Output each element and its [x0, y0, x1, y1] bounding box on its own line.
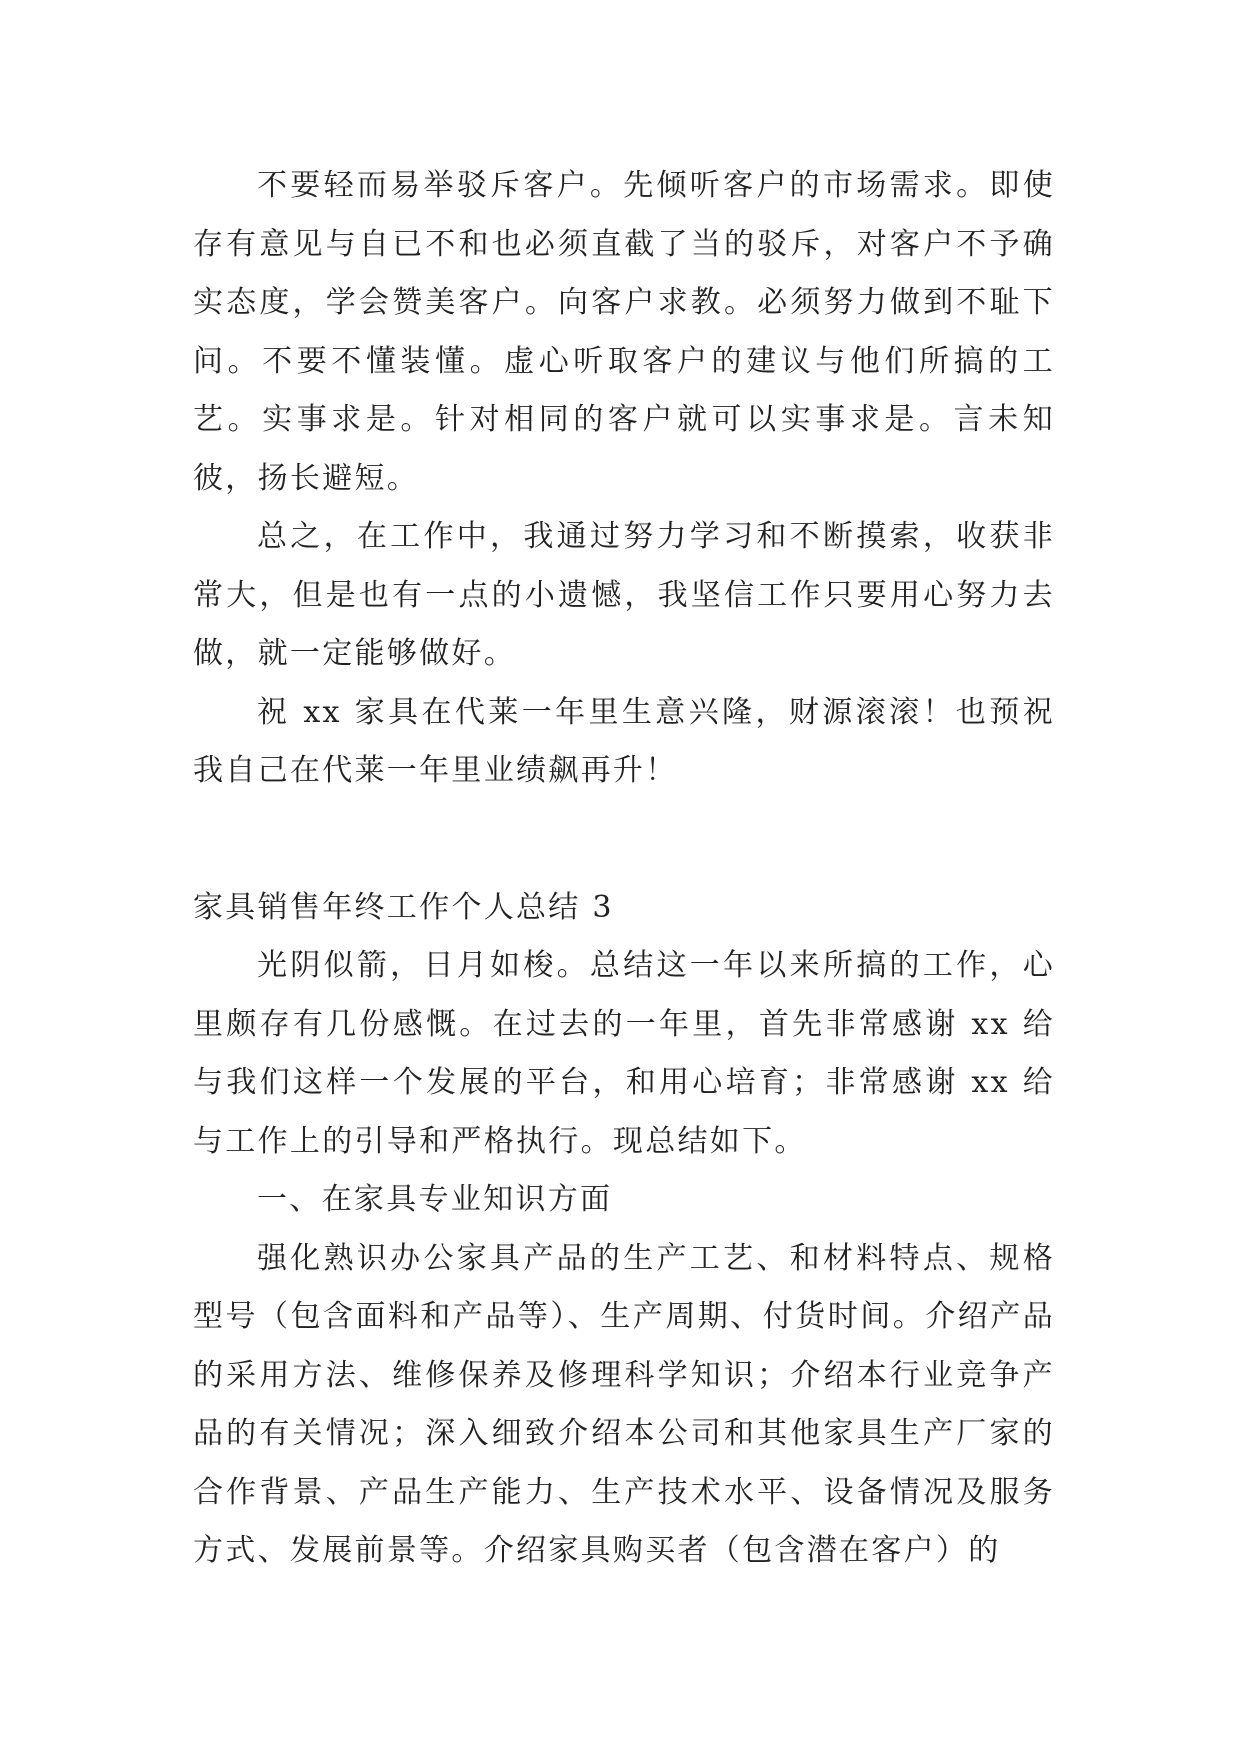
- paragraph-intro: 光阴似箭，日月如梭。总结这一年以来所搞的工作，心里颇存有几份感慨。在过去的一年里，首先非常感谢 xx 给与我们这样一个发展的平台，和用心培育；非常感谢 xx 给与工作上的引导和严格执行。现总结如下。: [193, 948, 1055, 1159]
- paragraph-customer-handling: 不要轻而易举驳斥客户。先倾听客户的市场需求。即使存有意见与自已不和也必须直截了当的驳斥，对客户不予确实态度，学会赞美客户。向客户求教。必须努力做到不耻下问。不要不懂装懂。虚心听取客户的建议与他们所搞的工艺。实事求是。针对相同的客户就可以实事求是。言未知彼，扬长避短。: [193, 168, 1055, 496]
- paragraph-summary: 总之，在工作中，我通过努力学习和不断摸索，收获非常大，但是也有一点的小遗憾，我坚信工作只要用心努力去做，就一定能够做好。: [193, 519, 1055, 671]
- document-body: [193, 157, 1055, 1581]
- paragraph-product-knowledge: 强化熟识办公家具产品的生产工艺、和材料特点、规格型号（包含面料和产品等）、生产周期、付货时间。介绍产品的采用方法、维修保养及修理科学知识；介绍本行业竞争产品的有关情况；深入细致介绍本公司和其他家具生产厂家的合作背景、产品生产能力、生产技术水平、设备情况及服务方式、发展前景等。介绍家具购买者（包含潜在客户）的: [193, 1240, 1055, 1568]
- subheading-furniture-knowledge: 一、在家具专业知识方面: [257, 1182, 613, 1217]
- section-title: 家具销售年终工作个人总结 3: [193, 889, 614, 925]
- paragraph-wishes: 祝 xx 家具在代莱一年里生意兴隆，财源滚滚！也预祝我自己在代莱一年里业绩飙再升！: [193, 694, 1055, 788]
